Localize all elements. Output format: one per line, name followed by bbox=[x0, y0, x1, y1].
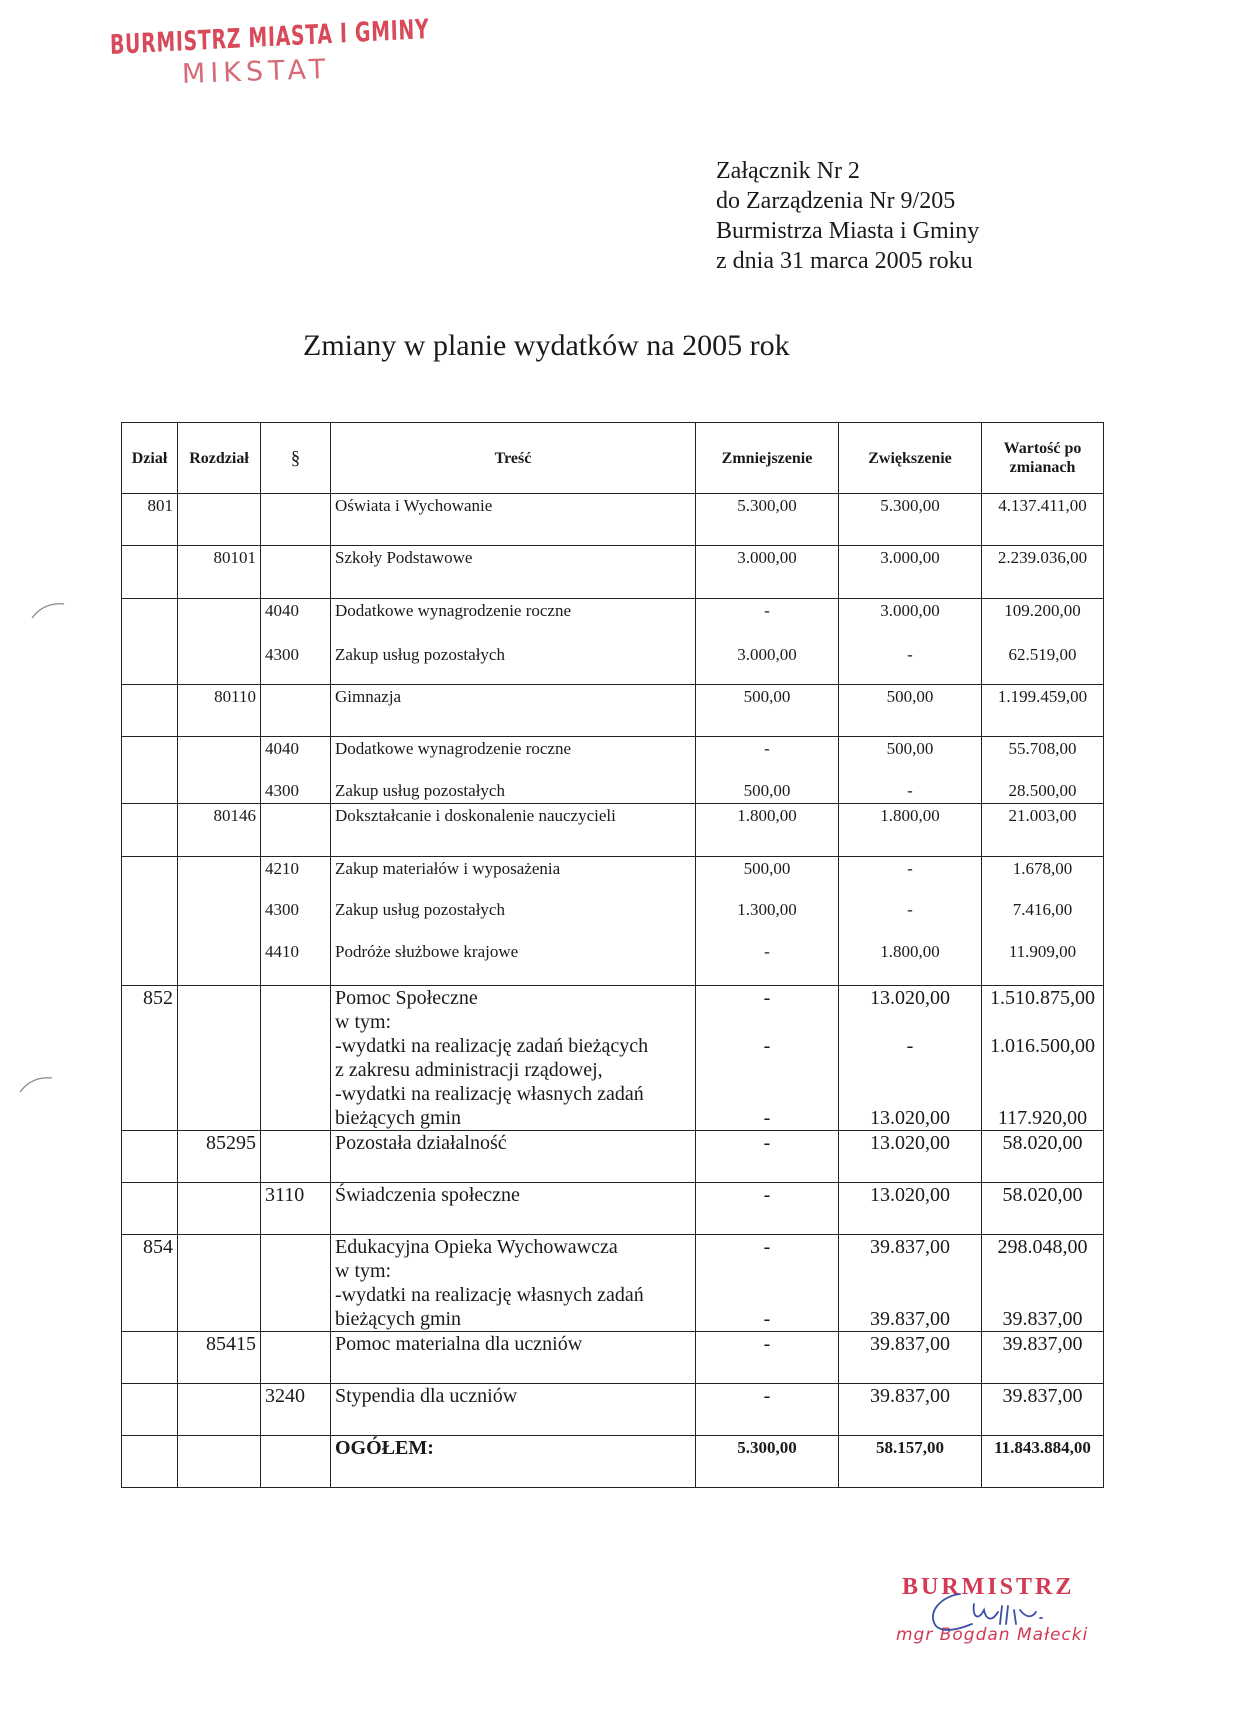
table-row bbox=[122, 985, 1104, 1130]
cell-dzial bbox=[122, 685, 178, 737]
table-row bbox=[122, 1182, 1104, 1234]
municipal-stamp bbox=[109, 14, 430, 90]
cell-zwi: - bbox=[839, 779, 982, 804]
cell-dzial bbox=[122, 599, 178, 643]
cell-par: 4040 bbox=[261, 737, 331, 779]
cell-zwi: 39.837,00 bbox=[839, 1383, 982, 1435]
note-line-2: do Zarządzenia Nr 9/205 bbox=[716, 188, 956, 214]
cell-zwi: 1.800,00 bbox=[839, 940, 982, 985]
header-wartosc-line1: Wartość po bbox=[1003, 440, 1082, 457]
cell-tresc: Dodatkowe wynagrodzenie roczne bbox=[331, 737, 696, 779]
stamp-name: mgr Bogdan Małecki bbox=[896, 1625, 1089, 1645]
cell-rozdzial bbox=[178, 1234, 261, 1331]
cell-par bbox=[261, 1130, 331, 1182]
cell-dzial bbox=[122, 940, 178, 985]
cell-zwi: - bbox=[839, 856, 982, 898]
cell-zmn: - bbox=[696, 599, 839, 643]
cell-dzial bbox=[122, 737, 178, 779]
table-row bbox=[122, 803, 1104, 856]
cell-zwi: 1.800,00 bbox=[839, 803, 982, 856]
tresc-line: -wydatki na realizację zadań bieżących bbox=[335, 1034, 649, 1057]
cell-zwi: 39.837,00 bbox=[839, 1331, 982, 1383]
cell-wart: 58.020,00 bbox=[982, 1130, 1104, 1182]
cell-rozdzial: 80146 bbox=[178, 803, 261, 856]
value-line: - bbox=[763, 1034, 771, 1057]
tresc-line: Pomoc Społeczne bbox=[335, 986, 478, 1009]
cell-dzial bbox=[122, 1130, 178, 1182]
total-zmn: 5.300,00 bbox=[696, 1435, 839, 1487]
cell-tresc: Oświata i Wychowanie bbox=[331, 494, 696, 546]
cell-rozdzial bbox=[178, 643, 261, 685]
cell-tresc: Pomoc materialna dla uczniów bbox=[331, 1331, 696, 1383]
cell-wart: 4.137.411,00 bbox=[982, 494, 1104, 546]
cell-tresc: Świadczenia społeczne bbox=[331, 1182, 696, 1234]
cell-zmn: - bbox=[696, 940, 839, 985]
table-row bbox=[122, 779, 1104, 804]
cell-wart: 39.837,00 bbox=[982, 1331, 1104, 1383]
cell-rozdzial bbox=[178, 1383, 261, 1435]
cell-zwi bbox=[839, 1234, 982, 1331]
table-row bbox=[122, 546, 1104, 599]
table-row bbox=[122, 940, 1104, 985]
cell-zmn: - bbox=[696, 1182, 839, 1234]
note-line-3: Burmistrza Miasta i Gminy bbox=[716, 218, 980, 244]
cell-rozdzial bbox=[178, 779, 261, 804]
cell-wart: 109.200,00 bbox=[982, 599, 1104, 643]
cell-tresc: Stypendia dla uczniów bbox=[331, 1383, 696, 1435]
value-line: - bbox=[763, 1235, 771, 1258]
value-line: - bbox=[763, 986, 771, 1009]
cell-zwi: 13.020,00 bbox=[839, 1130, 982, 1182]
cell-par bbox=[261, 1435, 331, 1487]
cell-tresc: Zakup usług pozostałych bbox=[331, 643, 696, 685]
header-zwiekszenie: Zwiększenie bbox=[839, 423, 982, 494]
cell-wart bbox=[982, 1234, 1104, 1331]
cell-par: 4410 bbox=[261, 940, 331, 985]
value-line: - bbox=[906, 1034, 914, 1057]
cell-dzial: 852 bbox=[122, 985, 178, 1130]
cell-wart: 28.500,00 bbox=[982, 779, 1104, 804]
cell-par bbox=[261, 1234, 331, 1331]
cell-wart: 21.003,00 bbox=[982, 803, 1104, 856]
cell-zwi: 5.300,00 bbox=[839, 494, 982, 546]
tresc-line: Edukacyjna Opieka Wychowawcza bbox=[335, 1235, 618, 1258]
table-row bbox=[122, 1331, 1104, 1383]
table-header-row bbox=[122, 423, 1104, 494]
cell-rozdzial bbox=[178, 898, 261, 940]
cell-tresc bbox=[331, 1234, 696, 1331]
cell-tresc: Gimnazja bbox=[331, 685, 696, 737]
header-zmniejszenie: Zmniejszenie bbox=[696, 423, 839, 494]
cell-tresc: Dokształcanie i doskonalenie nauczycieli bbox=[331, 803, 696, 856]
stamp-line-2: MIKSTAT bbox=[181, 53, 331, 90]
table-row bbox=[122, 643, 1104, 685]
cell-dzial: 801 bbox=[122, 494, 178, 546]
cell-wart: 39.837,00 bbox=[982, 1383, 1104, 1435]
attachment-note bbox=[716, 156, 979, 276]
cell-zmn: - bbox=[696, 1331, 839, 1383]
cell-wart: 1.678,00 bbox=[982, 856, 1104, 898]
scan-mark bbox=[30, 600, 70, 620]
value-line: 298.048,00 bbox=[997, 1235, 1088, 1258]
table-row bbox=[122, 685, 1104, 737]
cell-zwi: - bbox=[839, 898, 982, 940]
cell-tresc bbox=[331, 985, 696, 1130]
value-line: 39.837,00 bbox=[870, 1307, 950, 1330]
cell-par: 4040 bbox=[261, 599, 331, 643]
value-line: 13.020,00 bbox=[870, 1106, 950, 1129]
cell-zwi: - bbox=[839, 643, 982, 685]
table-row bbox=[122, 856, 1104, 898]
total-label: OGÓŁEM: bbox=[331, 1435, 696, 1487]
cell-wart: 7.416,00 bbox=[982, 898, 1104, 940]
cell-zwi: 3.000,00 bbox=[839, 599, 982, 643]
table-row bbox=[122, 494, 1104, 546]
cell-zwi: 500,00 bbox=[839, 737, 982, 779]
cell-zwi: 3.000,00 bbox=[839, 546, 982, 599]
cell-par bbox=[261, 546, 331, 599]
cell-rozdzial bbox=[178, 737, 261, 779]
cell-par bbox=[261, 1331, 331, 1383]
cell-dzial bbox=[122, 779, 178, 804]
cell-wart: 2.239.036,00 bbox=[982, 546, 1104, 599]
cell-zmn: 3.000,00 bbox=[696, 546, 839, 599]
cell-zmn: 500,00 bbox=[696, 685, 839, 737]
cell-rozdzial bbox=[178, 856, 261, 898]
cell-rozdzial: 80101 bbox=[178, 546, 261, 599]
header-wartosc-line2: zmianach bbox=[1009, 459, 1076, 476]
cell-rozdzial bbox=[178, 985, 261, 1130]
cell-tresc: Zakup usług pozostałych bbox=[331, 779, 696, 804]
cell-rozdzial: 80110 bbox=[178, 685, 261, 737]
header-rozdzial: Rozdział bbox=[178, 423, 261, 494]
cell-wart: 11.909,00 bbox=[982, 940, 1104, 985]
value-line: 1.510.875,00 bbox=[990, 986, 1095, 1009]
cell-wart: 62.519,00 bbox=[982, 643, 1104, 685]
cell-zmn: 5.300,00 bbox=[696, 494, 839, 546]
cell-wart: 58.020,00 bbox=[982, 1182, 1104, 1234]
cell-par: 3240 bbox=[261, 1383, 331, 1435]
total-zwi: 58.157,00 bbox=[839, 1435, 982, 1487]
cell-dzial bbox=[122, 1182, 178, 1234]
cell-zwi: 13.020,00 bbox=[839, 1182, 982, 1234]
cell-zmn bbox=[696, 985, 839, 1130]
header-tresc: Treść bbox=[331, 423, 696, 494]
cell-dzial bbox=[122, 803, 178, 856]
cell-zwi bbox=[839, 985, 982, 1130]
cell-rozdzial bbox=[178, 599, 261, 643]
cell-rozdzial: 85295 bbox=[178, 1130, 261, 1182]
cell-tresc: Pozostała działalność bbox=[331, 1130, 696, 1182]
cell-tresc: Szkoły Podstawowe bbox=[331, 546, 696, 599]
table-row bbox=[122, 1383, 1104, 1435]
scan-mark bbox=[18, 1074, 58, 1094]
tresc-line: bieżących gmin bbox=[335, 1307, 462, 1330]
cell-zmn: 3.000,00 bbox=[696, 643, 839, 685]
tresc-line: -wydatki na realizację własnych zadań bbox=[335, 1082, 644, 1105]
cell-dzial bbox=[122, 643, 178, 685]
cell-rozdzial: 85415 bbox=[178, 1331, 261, 1383]
cell-dzial bbox=[122, 1331, 178, 1383]
value-line: - bbox=[763, 1106, 771, 1129]
total-wart: 11.843.884,00 bbox=[982, 1435, 1104, 1487]
table-row bbox=[122, 1234, 1104, 1331]
cell-rozdzial bbox=[178, 1435, 261, 1487]
handwritten-signature bbox=[922, 1588, 1072, 1638]
cell-tresc: Dodatkowe wynagrodzenie roczne bbox=[331, 599, 696, 643]
header-dzial: Dział bbox=[122, 423, 178, 494]
value-line: 13.020,00 bbox=[870, 986, 950, 1009]
cell-zmn: - bbox=[696, 1130, 839, 1182]
value-line: 117.920,00 bbox=[997, 1106, 1088, 1129]
cell-zmn: 1.300,00 bbox=[696, 898, 839, 940]
cell-rozdzial bbox=[178, 1182, 261, 1234]
tresc-line: bieżących gmin bbox=[335, 1106, 462, 1129]
table-row bbox=[122, 1130, 1104, 1182]
tresc-line: z zakresu administracji rządowej, bbox=[335, 1058, 603, 1081]
cell-tresc: Podróże służbowe krajowe bbox=[331, 940, 696, 985]
cell-zwi: 500,00 bbox=[839, 685, 982, 737]
cell-dzial: 854 bbox=[122, 1234, 178, 1331]
table-row bbox=[122, 898, 1104, 940]
cell-dzial bbox=[122, 856, 178, 898]
header-wartosc bbox=[982, 423, 1104, 494]
stamp-role: BURMISTRZ bbox=[902, 1574, 1075, 1600]
value-line: 39.837,00 bbox=[1002, 1307, 1083, 1330]
cell-rozdzial bbox=[178, 940, 261, 985]
cell-par: 3110 bbox=[261, 1182, 331, 1234]
note-line-4: z dnia 31 marca 2005 roku bbox=[716, 248, 973, 274]
tresc-line: -wydatki na realizację własnych zadań bbox=[335, 1283, 644, 1306]
table-row bbox=[122, 599, 1104, 643]
value-line: 39.837,00 bbox=[870, 1235, 950, 1258]
cell-tresc: Zakup materiałów i wyposażenia bbox=[331, 856, 696, 898]
value-line: 1.016.500,00 bbox=[990, 1034, 1095, 1057]
cell-dzial bbox=[122, 1383, 178, 1435]
cell-par: 4300 bbox=[261, 898, 331, 940]
cell-rozdzial bbox=[178, 494, 261, 546]
cell-dzial bbox=[122, 1435, 178, 1487]
cell-zmn bbox=[696, 1234, 839, 1331]
cell-par bbox=[261, 803, 331, 856]
cell-par: 4300 bbox=[261, 643, 331, 685]
cell-wart bbox=[982, 985, 1104, 1130]
cell-par: 4210 bbox=[261, 856, 331, 898]
cell-dzial bbox=[122, 898, 178, 940]
document-title: Zmiany w planie wydatków na 2005 rok bbox=[303, 329, 790, 362]
total-row bbox=[122, 1435, 1104, 1487]
cell-zmn: - bbox=[696, 737, 839, 779]
cell-par bbox=[261, 985, 331, 1130]
cell-par: 4300 bbox=[261, 779, 331, 804]
tresc-line: w tym: bbox=[335, 1010, 392, 1033]
cell-tresc: Zakup usług pozostałych bbox=[331, 898, 696, 940]
note-line-1: Załącznik Nr 2 bbox=[716, 158, 860, 184]
value-line: - bbox=[763, 1307, 771, 1330]
cell-zmn: 500,00 bbox=[696, 856, 839, 898]
cell-zmn: 1.800,00 bbox=[696, 803, 839, 856]
cell-zmn: 500,00 bbox=[696, 779, 839, 804]
stamp-line-1: BURMISTRZ MIASTA I GMINY bbox=[109, 14, 430, 61]
expenditure-table bbox=[121, 422, 1104, 1488]
cell-dzial bbox=[122, 546, 178, 599]
header-paragraf: § bbox=[261, 423, 331, 494]
table-row bbox=[122, 737, 1104, 779]
cell-wart: 1.199.459,00 bbox=[982, 685, 1104, 737]
cell-wart: 55.708,00 bbox=[982, 737, 1104, 779]
cell-zmn: - bbox=[696, 1383, 839, 1435]
cell-par bbox=[261, 685, 331, 737]
tresc-line: w tym: bbox=[335, 1259, 392, 1282]
cell-par bbox=[261, 494, 331, 546]
